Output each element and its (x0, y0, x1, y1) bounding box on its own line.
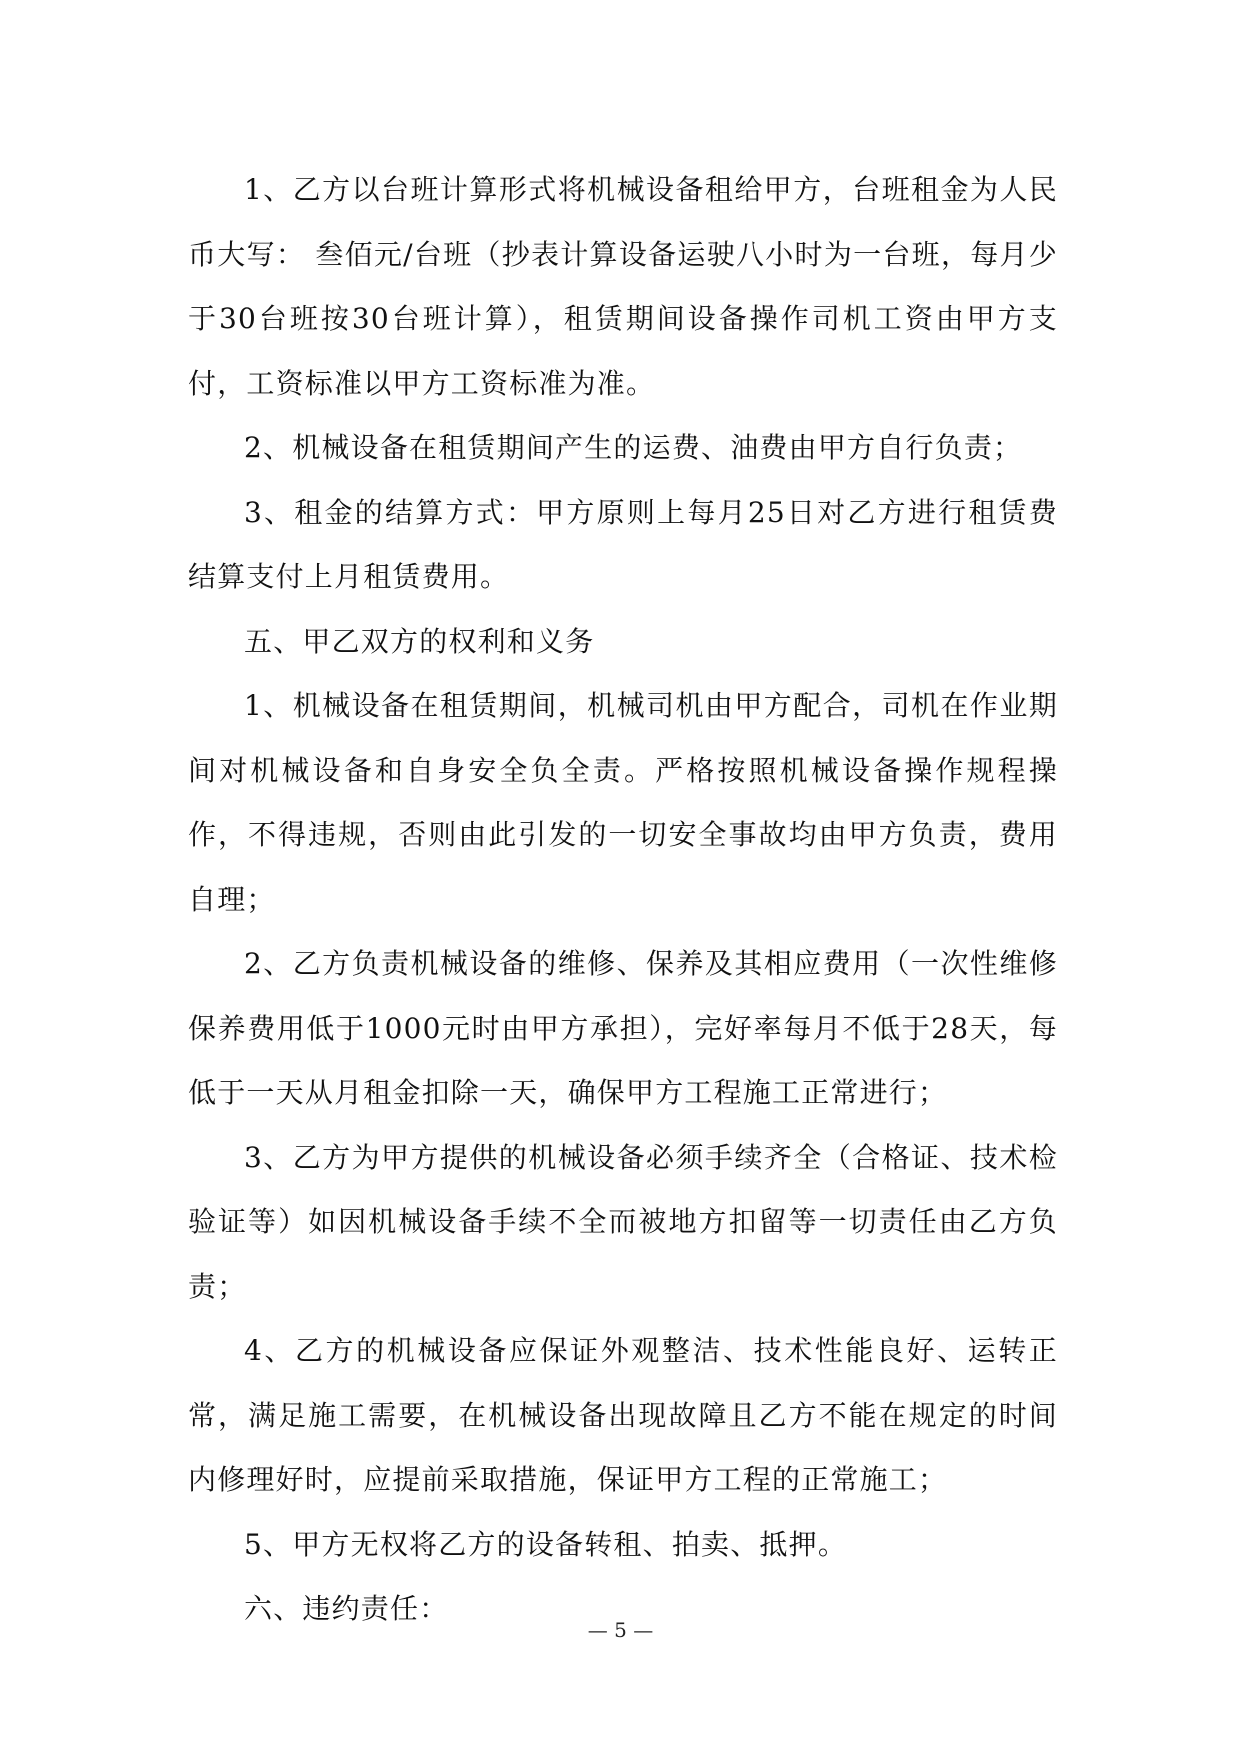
equipment-condition-paragraph: 4、乙方的机械设备应保证外观整洁、技术性能良好、运转正常，满足施工需要，在机械设备出现故障且乙方不能在规定的时间内修理好时，应提前采取措施，保证甲方工程的正常施工； (188, 1334, 1058, 1496)
operator-safety-paragraph: 1、机械设备在租赁期间，机械司机由甲方配合，司机在作业期间对机械设备和自身安全负全责。严格按照机械设备操作规程操作，不得违规，否则由此引发的一切安全事故均由甲方负责，费用自理； (188, 689, 1058, 916)
settlement-paragraph: 3、租金的结算方式：甲方原则上每月25日对乙方进行租赁费结算支付上月租赁费用。 (188, 495, 1058, 593)
rent-terms-paragraph: 1、乙方以台班计算形式将机械设备租给甲方，台班租金为人民币大写： 叁佰元/台班（抄表计算设备运驶八小时为一台班，每月少于30台班按30台班计算），租赁期间设备操作司机工资由甲方支付，工资标准以甲方工资标准为准。 (188, 173, 1058, 400)
section-heading-breach-liability: 六、违约责任： (244, 1592, 449, 1625)
maintenance-paragraph: 2、乙方负责机械设备的维修、保养及其相应费用（一次性维修保养费用低于1000元时由甲方承担），完好率每月不低于28天，每低于一天从月租金扣除一天，确保甲方工程施工正常进行； (188, 947, 1058, 1109)
document-body (188, 158, 1058, 1642)
section-heading-rights-obligations: 五、甲乙双方的权利和义务 (244, 624, 595, 658)
page-number: — 5 — (587, 1618, 654, 1642)
no-sublease-paragraph: 5、甲方无权将乙方的设备转租、拍卖、抵押。 (244, 1527, 848, 1561)
transport-fuel-paragraph: 2、机械设备在租赁期间产生的运费、油费由甲方自行负责； (244, 431, 1023, 464)
documentation-paragraph: 3、乙方为甲方提供的机械设备必须手续齐全（合格证、技术检验证等）如因机械设备手续不全而被地方扣留等一切责任由乙方负责； (188, 1140, 1058, 1303)
